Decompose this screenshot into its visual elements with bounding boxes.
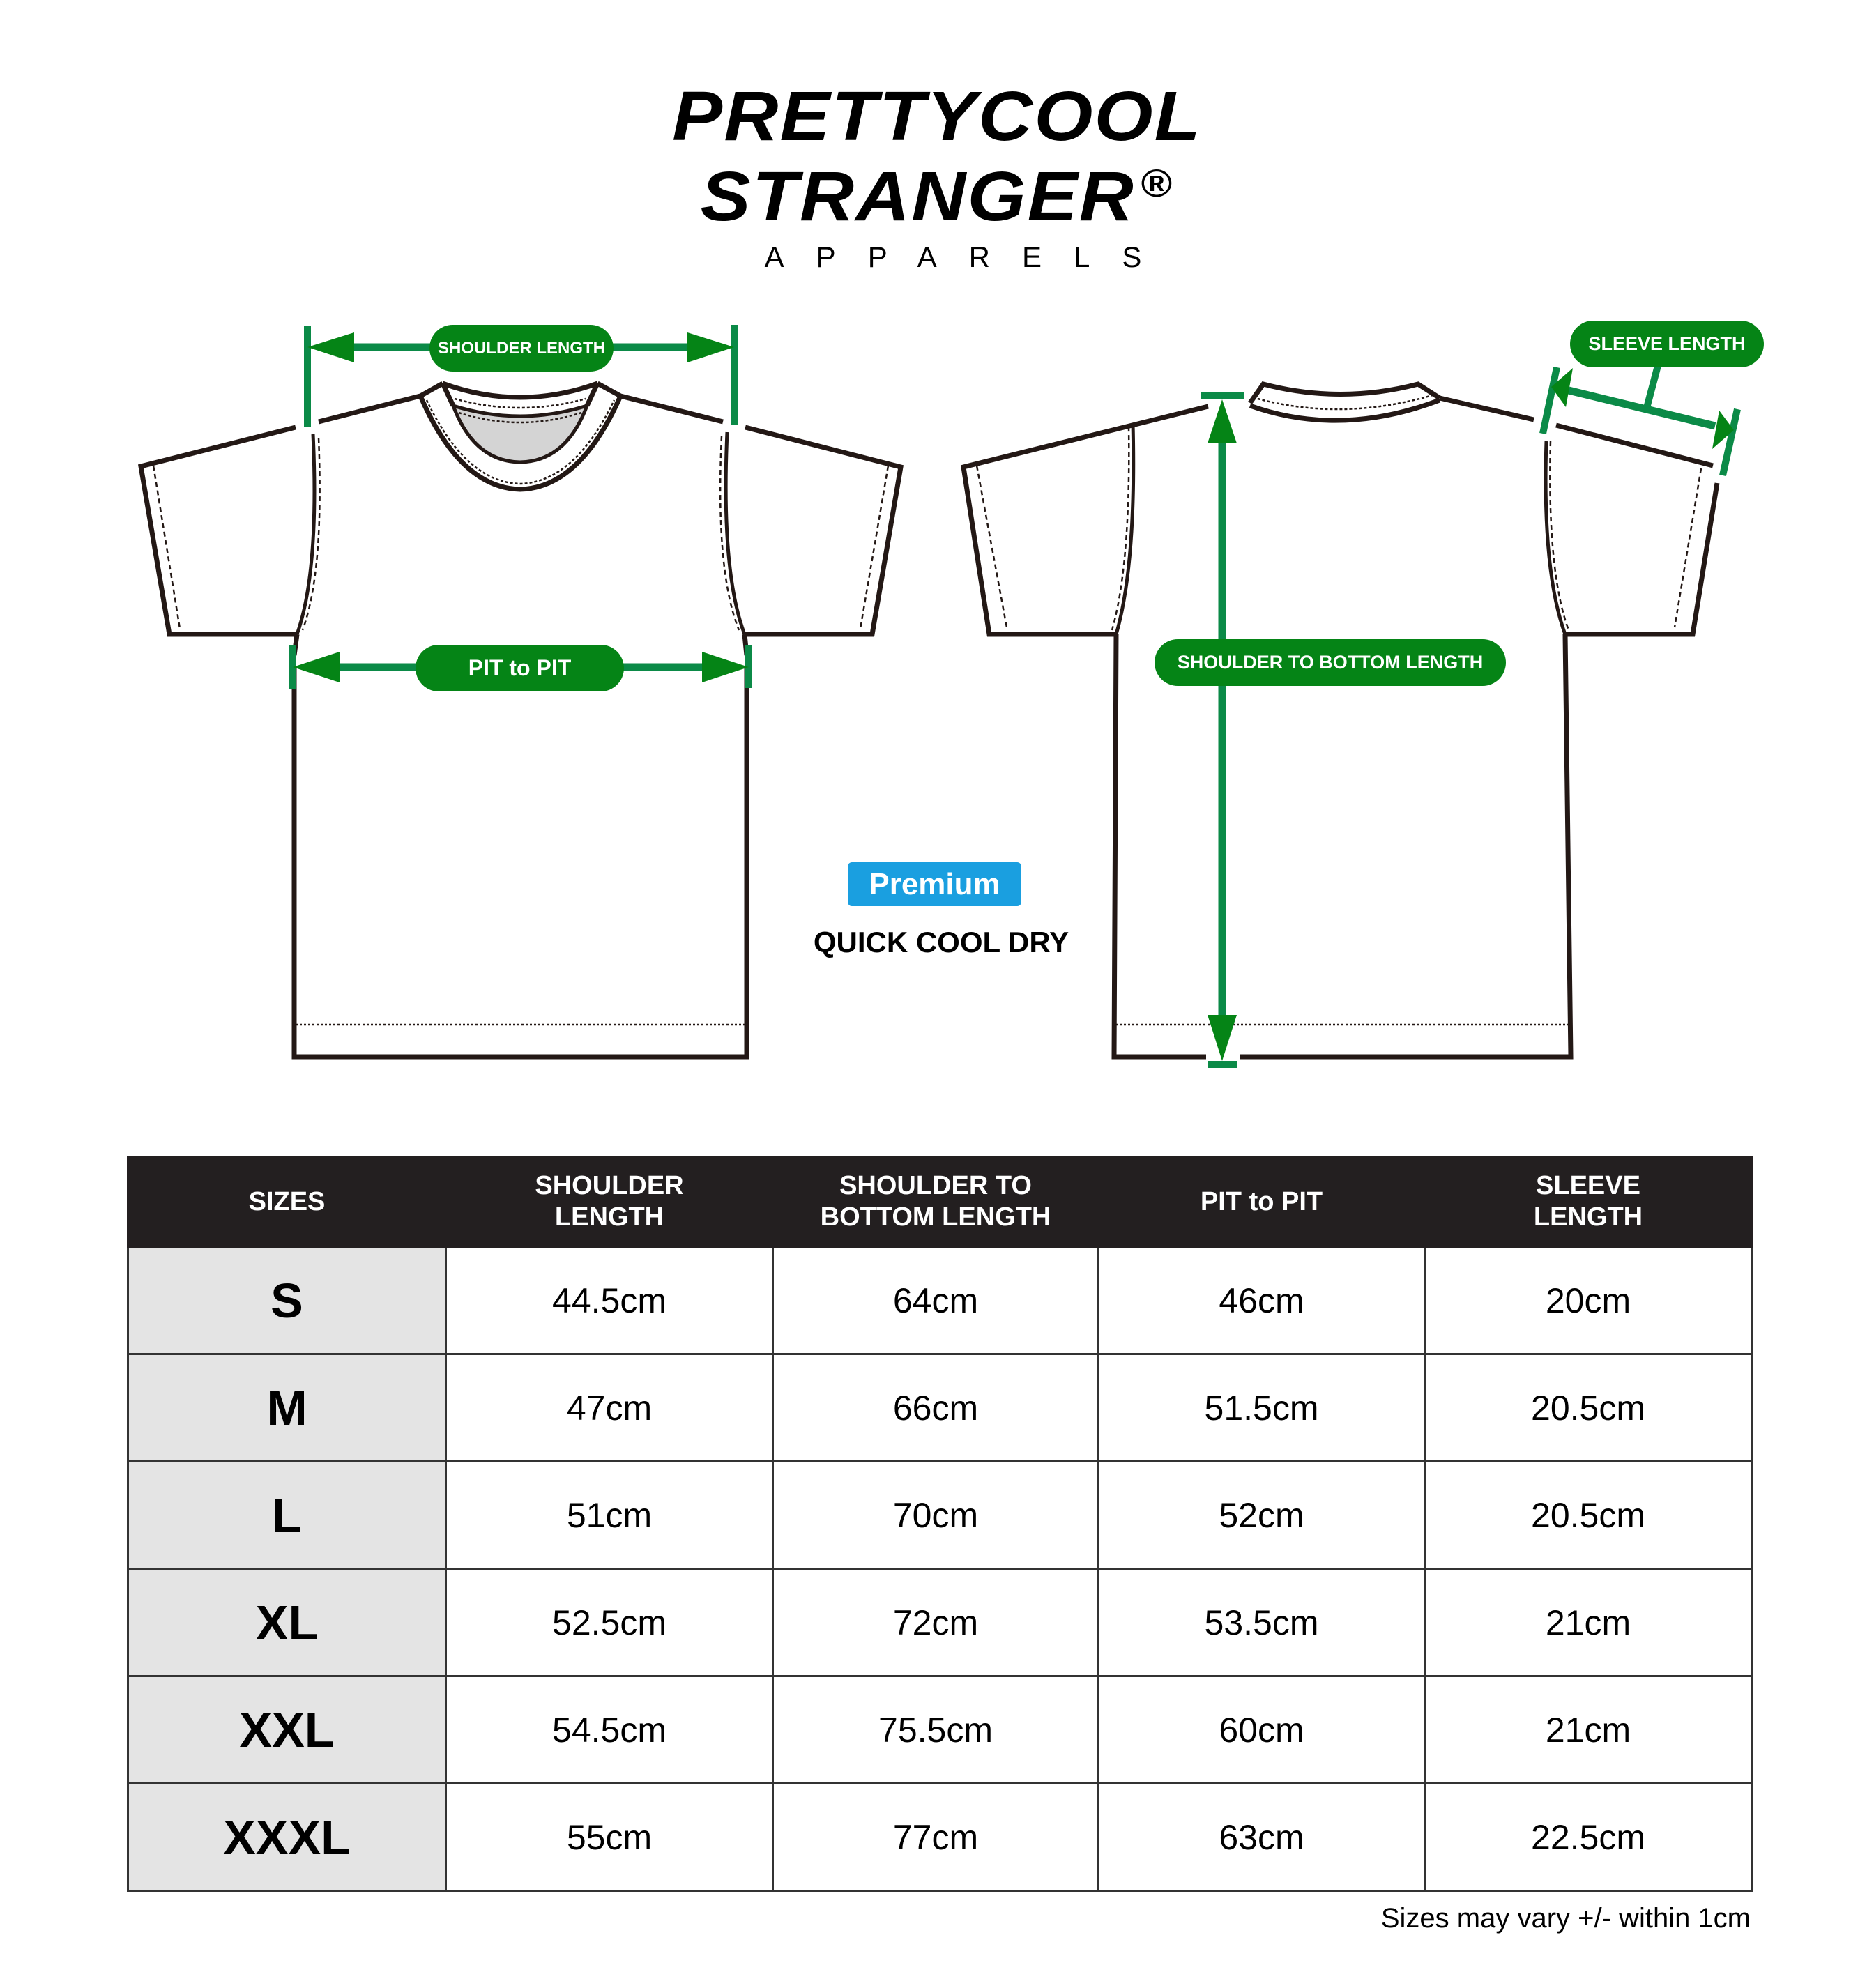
sleeve-length-cell: 21cm	[1425, 1676, 1752, 1784]
shoulder-length-cell: 44.5cm	[446, 1247, 773, 1354]
shoulder-to-bottom-cell: 64cm	[773, 1247, 1099, 1354]
pit-to-pit-cell: 46cm	[1099, 1247, 1425, 1354]
brand-name-line1: PRETTYCOOL	[672, 77, 1202, 155]
sleeve-length-cell: 20.5cm	[1425, 1354, 1752, 1462]
table-row	[128, 1462, 1752, 1569]
table-row	[128, 1354, 1752, 1462]
shoulder-length-cell: 54.5cm	[446, 1676, 773, 1784]
pit-to-pit-cell: 60cm	[1099, 1676, 1425, 1784]
shoulder-to-bottom-cell: 72cm	[773, 1569, 1099, 1676]
table-header-row	[128, 1157, 1752, 1247]
shoulder-to-bottom-cell: 75.5cm	[773, 1676, 1099, 1784]
registered-mark-icon: ®	[1141, 161, 1174, 205]
header-sizes-text: SIZES	[248, 1186, 326, 1216]
header-shoulder-to-bottom	[773, 1157, 1099, 1247]
sleeve-length-cell: 21cm	[1425, 1569, 1752, 1676]
header-sleeve-length	[1425, 1157, 1752, 1247]
pit-to-pit-cell: 53.5cm	[1099, 1569, 1425, 1676]
sleeve-length-cell: 20.5cm	[1425, 1462, 1752, 1569]
header-pit-to-pit	[1099, 1157, 1425, 1247]
sleeve-length-measure	[1543, 360, 1737, 475]
shoulder-length-cell: 55cm	[446, 1784, 773, 1891]
premium-badge: Premium	[848, 862, 1021, 906]
pit-to-pit-cell: 52cm	[1099, 1462, 1425, 1569]
shoulder-length-cell: 51cm	[446, 1462, 773, 1569]
header-line1: SHOULDER TO	[839, 1171, 1032, 1200]
size-chart-table	[127, 1156, 1753, 1892]
size-tolerance-note: Sizes may vary +/- within 1cm	[1380, 1903, 1751, 1934]
shoulder-length-cell: 47cm	[446, 1354, 773, 1462]
pit-to-pit-cell: 51.5cm	[1099, 1354, 1425, 1462]
header-line1: SLEEVE	[1536, 1171, 1640, 1200]
sleeve-length-label: SLEEVE LENGTH	[1570, 321, 1764, 367]
table-row	[128, 1676, 1752, 1784]
brand-name-line2-text: STRANGER	[700, 158, 1135, 236]
size-cell: S	[128, 1247, 446, 1354]
shoulder-to-bottom-cell: 70cm	[773, 1462, 1099, 1569]
header-line2: LENGTH	[554, 1202, 664, 1232]
shoulder-length-cell: 52.5cm	[446, 1569, 773, 1676]
pit-to-pit-cell: 63cm	[1099, 1784, 1425, 1891]
size-cell: L	[128, 1462, 446, 1569]
sleeve-length-cell: 22.5cm	[1425, 1784, 1752, 1891]
fabric-type-label: QUICK COOL DRY	[813, 926, 1069, 958]
shoulder-to-bottom-cell: 66cm	[773, 1354, 1099, 1462]
size-cell: M	[128, 1354, 446, 1462]
header-pit-text: PIT to PIT	[1200, 1186, 1323, 1216]
shoulder-to-bottom-length-label: SHOULDER TO BOTTOM LENGTH	[1155, 639, 1506, 686]
header-shoulder-length	[446, 1157, 773, 1247]
header-sizes	[128, 1157, 446, 1247]
shoulder-length-label: SHOULDER LENGTH	[429, 325, 614, 372]
sleeve-length-cell: 20cm	[1425, 1247, 1752, 1354]
shoulder-to-bottom-cell: 77cm	[773, 1784, 1099, 1891]
size-cell: XXL	[128, 1676, 446, 1784]
brand-tagline: APPARELS	[764, 240, 1174, 273]
size-cell: XL	[128, 1569, 446, 1676]
header-line2: BOTTOM LENGTH	[820, 1202, 1051, 1232]
size-cell: XXXL	[128, 1784, 446, 1891]
table-row	[128, 1784, 1752, 1891]
header-line2: LENGTH	[1533, 1202, 1643, 1232]
header-line1: SHOULDER	[535, 1171, 684, 1200]
table-row	[128, 1247, 1752, 1354]
table-row	[128, 1569, 1752, 1676]
pit-to-pit-label: PIT to PIT	[416, 645, 624, 691]
shoulder-to-bottom-measure	[1201, 396, 1244, 1064]
